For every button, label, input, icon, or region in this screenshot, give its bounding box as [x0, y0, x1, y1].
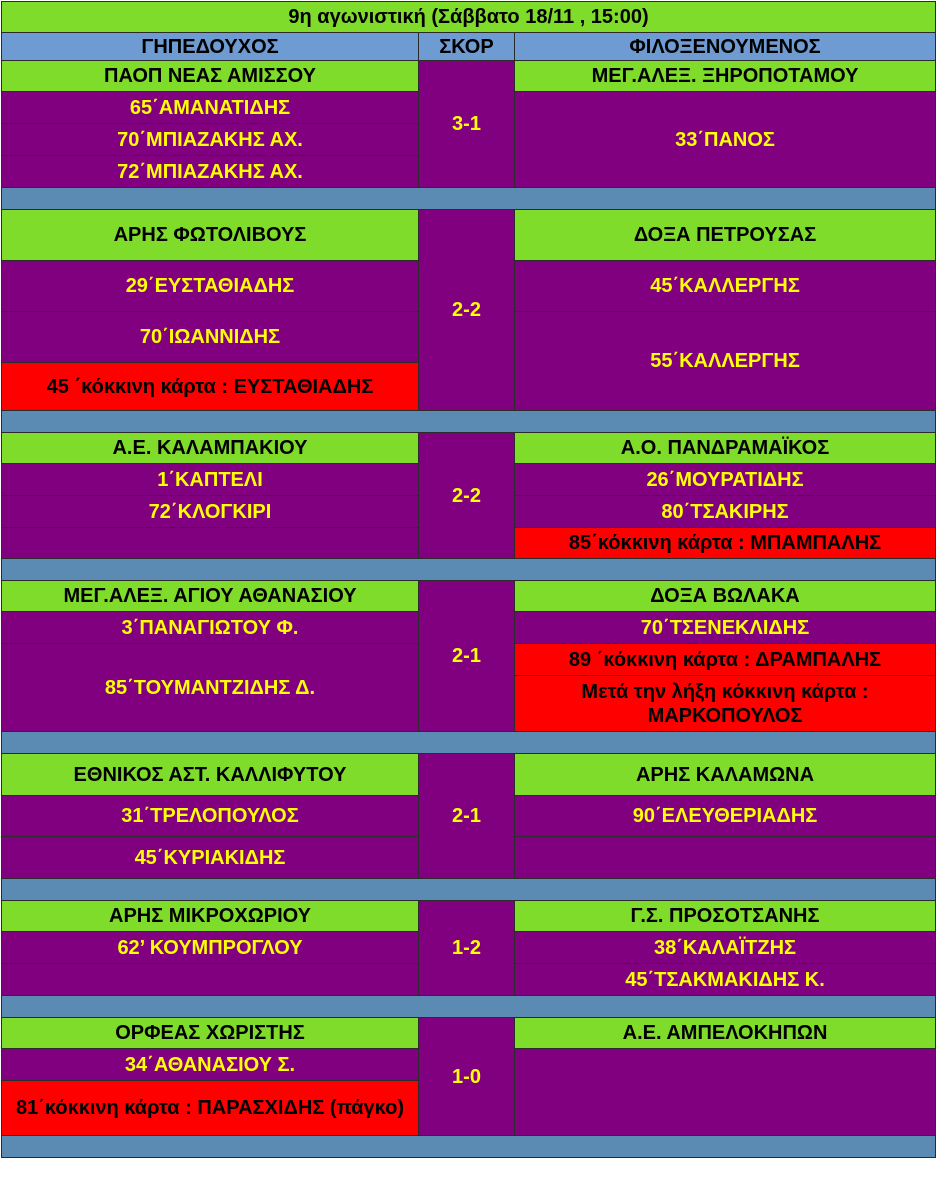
away-goal: 45΄ΚΑΛΛΕΡΓΗΣ: [515, 261, 936, 312]
home-goal: 3΄ΠΑΝΑΓΙΩΤΟΥ Φ.: [2, 612, 419, 644]
home-goal: 34΄ΑΘΑΝΑΣΙΟΥ Σ.: [2, 1049, 419, 1081]
away-team-name: ΜΕΓ.ΑΛΕΞ. ΞΗΡΟΠΟΤΑΜΟΥ: [515, 61, 936, 92]
match-separator: [2, 411, 936, 433]
match-7-team-row: [2, 1018, 936, 1049]
away-team-name: Α.Ε. ΑΜΠΕΛΟΚΗΠΩΝ: [515, 1018, 936, 1049]
match-separator: [2, 559, 936, 581]
home-goal: 1΄ΚΑΠΤΕΛΙ: [2, 464, 419, 496]
match-separator: [2, 1136, 936, 1158]
separator-bar: [2, 996, 936, 1018]
away-goal: 80΄ΤΣΑΚΙΡΗΣ: [515, 496, 936, 528]
match-separator: [2, 879, 936, 901]
results-table: [1, 1, 936, 1158]
away-goal: 38΄ΚΑΛΑΪΤΖΗΣ: [515, 932, 936, 964]
match-separator: [2, 732, 936, 754]
home-goal: 70΄ΜΠΙΑΖΑΚΗΣ ΑΧ.: [2, 124, 419, 156]
home-empty-cell: [2, 964, 419, 996]
away-red-card: 89 ΄κόκκινη κάρτα : ΔΡΑΜΠΑΛΗΣ: [515, 644, 936, 676]
home-team-name: ΑΡΗΣ ΦΩΤΟΛΙΒΟΥΣ: [2, 210, 419, 261]
home-goal: 72΄ΚΛΟΓΚΙΡΙ: [2, 496, 419, 528]
separator-bar: [2, 1136, 936, 1158]
home-team-name: ΜΕΓ.ΑΛΕΞ. ΑΓΙΟΥ ΑΘΑΝΑΣΙΟΥ: [2, 581, 419, 612]
match-score: 2-2: [419, 433, 515, 559]
away-goal: 70΄ΤΣΕΝΕΚΛΙΔΗΣ: [515, 612, 936, 644]
match-6-team-row: [2, 901, 936, 932]
home-empty-cell: [2, 528, 419, 559]
home-red-card: 81΄κόκκινη κάρτα : ΠΑΡΑΣΧΙΔΗΣ (πάγκο): [2, 1081, 419, 1136]
round-title: 9η αγωνιστική (Σάββατο 18/11 , 15:00): [2, 2, 936, 33]
separator-bar: [2, 559, 936, 581]
away-team-name: ΔΟΞΑ ΠΕΤΡΟΥΣΑΣ: [515, 210, 936, 261]
home-team-name: Α.Ε. ΚΑΛΑΜΠΑΚΙΟΥ: [2, 433, 419, 464]
away-team-name: ΔΟΞΑ ΒΩΛΑΚΑ: [515, 581, 936, 612]
match-3-team-row: [2, 433, 936, 464]
away-empty-cell: [515, 837, 936, 879]
match-score: 1-2: [419, 901, 515, 996]
home-goal: 65΄ΑΜΑΝΑΤΙΔΗΣ: [2, 92, 419, 124]
away-team-name: Γ.Σ. ΠΡΟΣΟΤΣΑΝΗΣ: [515, 901, 936, 932]
home-goal: 29΄ΕΥΣΤΑΘΙΑΔΗΣ: [2, 261, 419, 312]
separator-bar: [2, 188, 936, 210]
home-goal: 72΄ΜΠΙΑΖΑΚΗΣ ΑΧ.: [2, 156, 419, 188]
home-red-card: 45 ΄κόκκινη κάρτα : ΕΥΣΤΑΘΙΑΔΗΣ: [2, 363, 419, 411]
match-1-team-row: [2, 61, 936, 92]
away-goal: 33΄ΠΑΝΟΣ: [515, 92, 936, 188]
separator-bar: [2, 879, 936, 901]
separator-bar: [2, 732, 936, 754]
match-separator: [2, 996, 936, 1018]
home-goal: 31΄ΤΡΕΛΟΠΟΥΛΟΣ: [2, 796, 419, 837]
away-red-card: 85΄κόκκινη κάρτα : ΜΠΑΜΠΑΛΗΣ: [515, 528, 936, 559]
match-5-team-row: [2, 754, 936, 796]
away-team-header: ΦΙΛΟΞΕΝΟΥΜΕΝΟΣ: [515, 33, 936, 61]
match-score: 3-1: [419, 61, 515, 188]
home-goal: 62’ ΚΟΥΜΠΡΟΓΛΟΥ: [2, 932, 419, 964]
away-empty-cell: [515, 1049, 936, 1136]
match-score: 2-1: [419, 754, 515, 879]
home-team-name: ΟΡΦΕΑΣ ΧΩΡΙΣΤΗΣ: [2, 1018, 419, 1049]
match-score: 2-2: [419, 210, 515, 411]
home-team-name: ΠΑΟΠ ΝΕΑΣ ΑΜΙΣΣΟΥ: [2, 61, 419, 92]
away-goal: 26΄ΜΟΥΡΑΤΙΔΗΣ: [515, 464, 936, 496]
home-team-name: ΑΡΗΣ ΜΙΚΡΟΧΩΡΙΟΥ: [2, 901, 419, 932]
title-row: [2, 2, 936, 33]
match-separator: [2, 188, 936, 210]
match-2-team-row: [2, 210, 936, 261]
away-goal: 90΄ΕΛΕΥΘΕΡΙΑΔΗΣ: [515, 796, 936, 837]
match-score: 1-0: [419, 1018, 515, 1136]
home-team-header: ΓΗΠΕΔΟΥΧΟΣ: [2, 33, 419, 61]
score-header: ΣΚΟΡ: [419, 33, 515, 61]
header-row: [2, 33, 936, 61]
match-score: 2-1: [419, 581, 515, 732]
away-red-card: Μετά την λήξη κόκκινη κάρτα : ΜΑΡΚΟΠΟΥΛΟΣ: [515, 676, 936, 732]
away-team-name: Α.Ο. ΠΑΝΔΡΑΜΑΪΚΟΣ: [515, 433, 936, 464]
separator-bar: [2, 411, 936, 433]
away-team-name: ΑΡΗΣ ΚΑΛΑΜΩΝΑ: [515, 754, 936, 796]
home-goal: 85΄ΤΟΥΜΑΝΤΖΙΔΗΣ Δ.: [2, 644, 419, 732]
home-goal: 70΄ΙΩΑΝΝΙΔΗΣ: [2, 312, 419, 363]
match-4-team-row: [2, 581, 936, 612]
away-goal: 55΄ΚΑΛΛΕΡΓΗΣ: [515, 312, 936, 411]
away-goal: 45΄ΤΣΑΚΜΑΚΙΔΗΣ Κ.: [515, 964, 936, 996]
home-goal: 45΄ΚΥΡΙΑΚΙΔΗΣ: [2, 837, 419, 879]
home-team-name: ΕΘΝΙΚΟΣ ΑΣΤ. ΚΑΛΛΙΦΥΤΟΥ: [2, 754, 419, 796]
